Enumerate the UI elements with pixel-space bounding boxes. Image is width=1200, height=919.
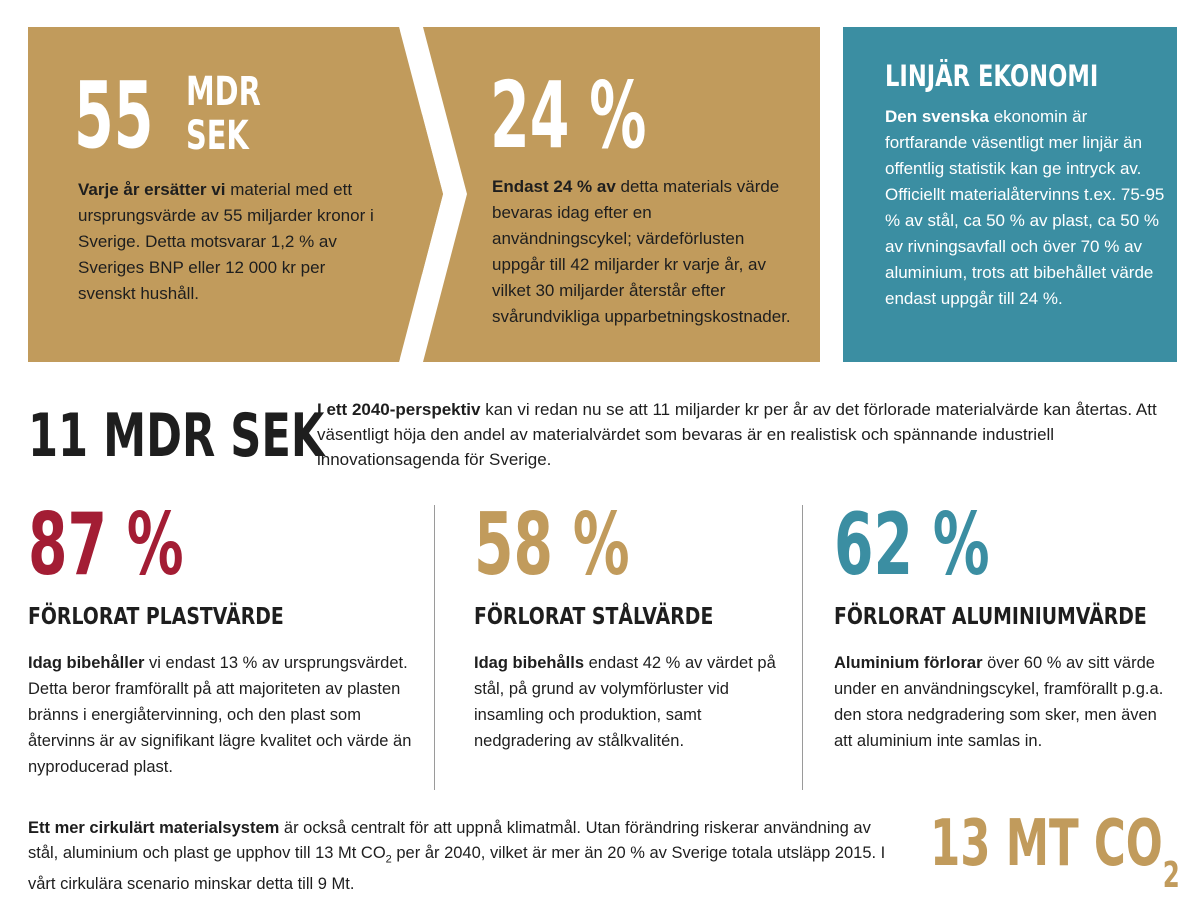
stat-aluminium-lead: Aluminium förlorar: [834, 654, 983, 672]
box2-description: [492, 174, 792, 330]
footer-subscript: 2: [385, 853, 392, 866]
box1-description: [78, 177, 374, 307]
stat-plastic-lead: Idag bibehåller: [28, 654, 145, 672]
middle-text: kan vi redan nu se att 11 miljarder kr per år av det förlorade materialvärde kan återtas. Att väsentligt höja den andel av materialvärdet som bevaras är en realistisk och spännande industriell innovationsagenda för Sverige.: [317, 400, 1157, 469]
box1-text: material med ett ursprungsvärde av 55 miljarder kronor i Sverige. Detta motsvarar 1,2 % av Sveriges BNP eller 12 000 kr per svenskt hushåll.: [78, 180, 374, 303]
stat-plastic-value: 87 %: [28, 495, 184, 595]
stat-plastic-title: FÖRLORAT PLASTVÄRDE: [28, 604, 284, 630]
stat-steel-description: [474, 650, 786, 754]
footer-headline: [930, 807, 1180, 896]
box1-number: 55: [74, 62, 154, 169]
box2-lead: Endast 24 % av: [492, 177, 616, 196]
box2-number: 24 %: [490, 62, 647, 169]
footer-headline-subscript: 2: [1162, 855, 1180, 896]
stat-steel-title: FÖRLORAT STÅLVÄRDE: [474, 604, 714, 630]
stat-steel-value: 58 %: [474, 495, 630, 595]
box1-unit-line1: MDR: [186, 69, 261, 115]
middle-paragraph: [317, 397, 1179, 472]
box3-lead: Den svenska: [885, 107, 989, 126]
stat-aluminium-title: FÖRLORAT ALUMINIUMVÄRDE: [834, 604, 1147, 630]
box3-title: LINJÄR EKONOMI: [885, 59, 1099, 93]
footer-lead: Ett mer cirkulärt materialsystem: [28, 819, 280, 837]
footer-headline-text: 13 MT CO: [930, 807, 1163, 881]
stat-plastic-text: vi endast 13 % av ursprungsvärdet. Detta beror framförallt på att majoriteten av plasten bränns i energiåtervinning, och den plast som återvinns är av signifikant lägre kvalitet och värde än nyproducerad plast.: [28, 654, 412, 776]
box3-description: [885, 104, 1165, 312]
stat-plastic-description: [28, 650, 413, 780]
stat-steel-lead: Idag bibehålls: [474, 654, 585, 672]
box1-unit-line2: SEK: [186, 113, 249, 159]
box3-text: ekonomin är fortfarande väsentligt mer linjär än offentlig statistik kan ge intryck av. Officiellt materialåtervinns t.ex. 75-95 % av stål, ca 50 % av plast, ca 50 % av rivningsavfall och över 70 % av aluminium, trots att bibehållet värde endast uppgår till 24 %.: [885, 107, 1165, 308]
box2-text: detta materials värde bevaras idag efter en användningscykel; värdeförlusten uppgår till 42 miljarder kr varje år, av vilket 30 miljarder återstår efter svårundvikliga upparbetningskostnader.: [492, 177, 791, 326]
middle-lead: I ett 2040-perspektiv: [317, 400, 481, 419]
box1-lead: Varje år ersätter vi: [78, 180, 226, 199]
stat-aluminium-value: 62 %: [834, 495, 990, 595]
stat-aluminium-text: över 60 % av sitt värde under en användningscykel, framförallt p.g.a. den stora nedgradering som sker, men även att aluminium inte samlas in.: [834, 654, 1164, 750]
stat-aluminium-description: [834, 650, 1174, 754]
stat-steel-text: endast 42 % av värdet på stål, på grund av volymförluster vid insamling och produktion, samt nedgradering av stålkvalitén.: [474, 654, 776, 750]
middle-headline: 11 MDR SEK: [28, 401, 325, 471]
footer-paragraph: [28, 816, 898, 897]
footer-text-part1: är också centralt för att uppnå klimatmål. Utan förändring riskerar användning av stål, aluminium och plast ge upphov till 13 Mt CO: [28, 819, 871, 862]
divider-1: [434, 505, 435, 790]
divider-2: [802, 505, 803, 790]
footer-text-part2: per år 2040, vilket är mer än 20 % av Sverige totala utsläpp 2015. I vårt cirkulära scenario minskar detta till 9 Mt.: [28, 844, 886, 894]
chevron-arrow-icon: [395, 27, 475, 362]
